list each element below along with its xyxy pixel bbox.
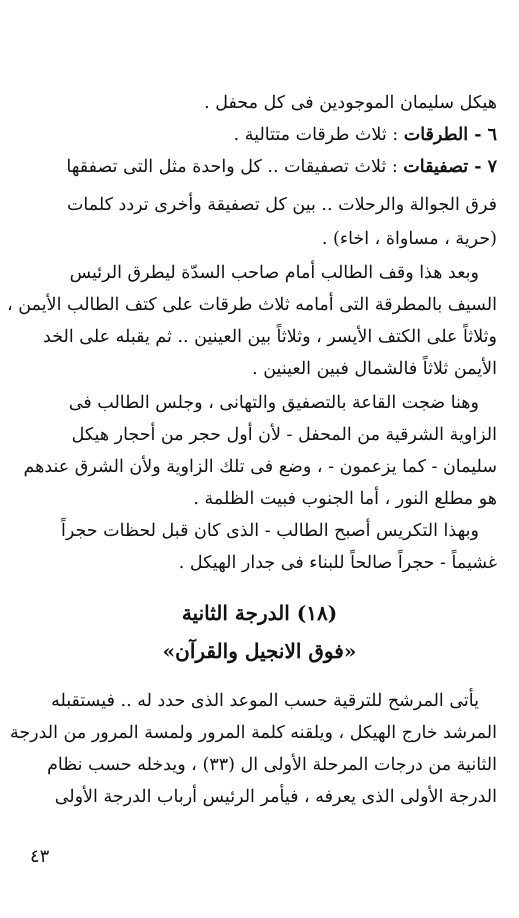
paragraph-line: المرشد خارج الهيكل ، ويلقنه كلمة المرور ولمسة المرور من الدرجة (9, 723, 497, 743)
paragraph-line: وثلاثاً على الكتف الأيسر ، وثلاثاً بين العينين .. ثم يقبله على الخد (43, 327, 497, 347)
text-line: (حرية ، مساواة ، اخاء) . (321, 229, 497, 249)
item-label: الطرقات (403, 125, 469, 145)
paragraph-line: وبعد هذا وقف الطالب أمام صاحب السدّة ليطرق الرئيس (69, 263, 479, 283)
item-number: ٦ - (468, 125, 497, 145)
paragraph-line: هو مطلع النور ، أما الجنوب فبيت الظلمة . (193, 489, 497, 509)
page-number: ٤٣ (30, 846, 50, 867)
paragraph-line: الزاوية الشرقية من المحفل - لأن أول حجر من أحجار هيكل (71, 425, 497, 445)
paragraph-line: وبهذا التكريس أصبح الطالب - الذى كان قبل لحظات حجراً (60, 521, 479, 541)
list-item-7 (19, 152, 497, 182)
item-label: تصفيقات (403, 157, 469, 177)
item-text: : ثلاث تصفيقات .. كل واحدة مثل التى تصفقها (66, 157, 404, 177)
item-text: : ثلاث طرقات متتالية . (233, 125, 404, 145)
chapter-title: (١٨) الدرجة الثانية (181, 601, 338, 625)
paragraph-line: يأتى المرشح للترقية حسب الموعد الذى حدد له .. فيستقبله (51, 691, 479, 711)
paragraph-line: الدرجة الأولى الذى يعرفه ، فيأمر الرئيس أرباب الدرجة الأولى (54, 787, 497, 807)
text-line: فرق الجوالة والرحلات .. بين كل تصفيقة وأخرى تردد كلمات (66, 195, 497, 215)
paragraph-line: الثانية من درجات المرحلة الأولى ال (٣٣) ، ويدخله حسب نظام (47, 755, 497, 775)
paragraph-line: وهنا ضجت القاعة بالتصفيق والتهانى ، وجلس الطالب فى (68, 393, 479, 413)
item-number: ٧ - (468, 157, 497, 177)
paragraph-line: غشيماً - حجراً صالحاً للبناء فى جدار الهيكل . (178, 553, 497, 573)
paragraph-line: الأيمن ثلاثاً فالشمال فبين العينين . (252, 359, 497, 379)
paragraph-line: السيف بالمطرقة التى أمامه ثلاث طرقات على كتف الطالب الأيمن ، (7, 295, 497, 315)
paragraph-line: سليمان - كما يزعمون - ، وضع فى تلك الزاوية ولأن الشرق عندهم (23, 457, 497, 477)
list-item-6 (19, 120, 497, 150)
chapter-subtitle: «فوق الانجيل والقرآن» (162, 639, 357, 663)
text-line: هيكل سليمان الموجودين فى كل محفل . (204, 93, 497, 113)
